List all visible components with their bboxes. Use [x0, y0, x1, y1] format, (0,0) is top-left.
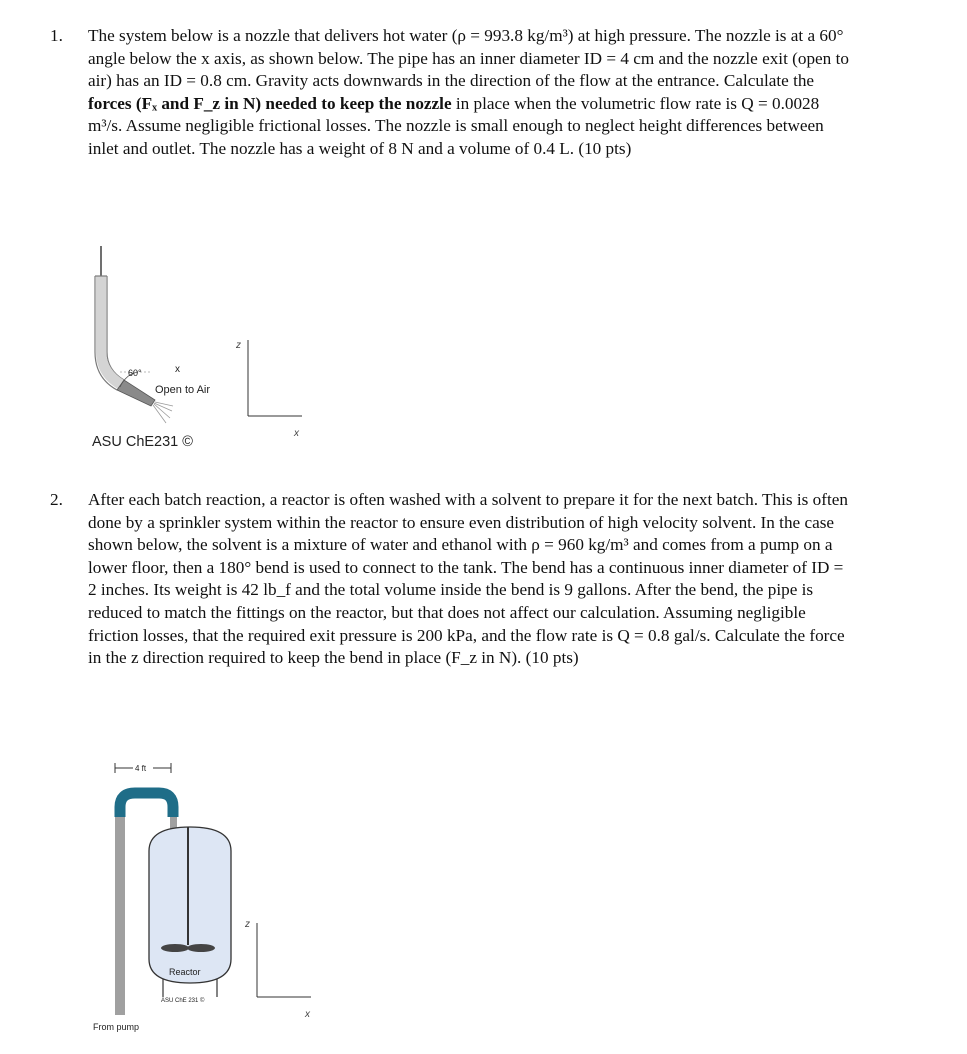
reactor-figure — [85, 755, 345, 1045]
riser-pipe — [115, 815, 125, 1015]
bend-180 — [120, 793, 173, 817]
from-pump-label: From pump — [93, 1022, 140, 1032]
problem-1 — [50, 25, 850, 161]
nozzle-figure — [80, 240, 330, 460]
problem-text — [88, 25, 850, 161]
credit-label: ASU ChE231 © — [92, 434, 193, 450]
spray-lines — [153, 402, 173, 423]
scale-label: 4 ft — [135, 764, 147, 773]
problem-text-part: The system below is a nozzle that delivers hot water (ρ = 993.8 kg/m³) at high pressure. The nozzle is at a 60° angle below the x axis, as shown below. The pipe has an inner diameter ID = 4 cm and the nozzle exit (open to air) has an ID = 0.8 cm. Gravity acts downwards in the direction of the flow at the entrance. Calculate the — [88, 26, 849, 91]
problem-2 — [50, 489, 850, 670]
open-to-air-label: Open to Air — [155, 384, 211, 396]
nozzle — [117, 380, 155, 406]
problem-number: 1. — [50, 26, 63, 45]
impeller-right — [187, 944, 215, 952]
impeller-left — [161, 944, 189, 952]
reactor-vessel — [149, 827, 231, 983]
x-axis-label: x — [305, 1009, 310, 1020]
reactor-label: Reactor — [169, 967, 201, 977]
problem-text-part: in place when the volumetric flow rate is Q = 0.0028 m³/s. Assume negligible frictional losses. The nozzle is small enough to neglect height differences between inlet and outlet. The nozzle has a weight of 8 N and a volume of 0.4 L. (10 pts) — [88, 93, 824, 158]
vertical-pipe — [96, 276, 124, 389]
z-axis-label: z — [236, 340, 241, 351]
x-direction-label: x — [175, 364, 180, 375]
z-axis-label: z — [245, 919, 250, 930]
x-axis-label: x — [294, 428, 299, 439]
problem-number: 2. — [50, 490, 63, 509]
problem-emphasis: forces (Fₓ and F_z in N) needed to keep the nozzle — [88, 93, 452, 113]
problem-text: After each batch reaction, a reactor is often washed with a solvent to prepare it for the next batch. This is often done by a sprinkler system within the reactor to ensure even distribution of high velocity solvent. In the case shown below, the solvent is a mixture of water and ethanol with ρ = 960 kg/m³ and comes from a pump on a lower floor, then a 180° bend is used to connect to the tank. The bend has a continuous inner diameter of ID = 2 inches. Its weight is 42 lb_f and the total volume inside the bend is 9 gallons. After the bend, the pipe is reduced to match the fittings on the reactor, but that does not affect our calculation. Assuming negligible friction losses, that the required exit pressure is 200 kPa, and the flow rate is Q = 0.8 gal/s. Calculate the force in the z direction required to keep the bend in place (F_z in N). (10 pts) — [88, 490, 848, 668]
credit-label: ASU ChE 231 © — [161, 998, 205, 1004]
angle-label: 60° — [128, 368, 142, 378]
